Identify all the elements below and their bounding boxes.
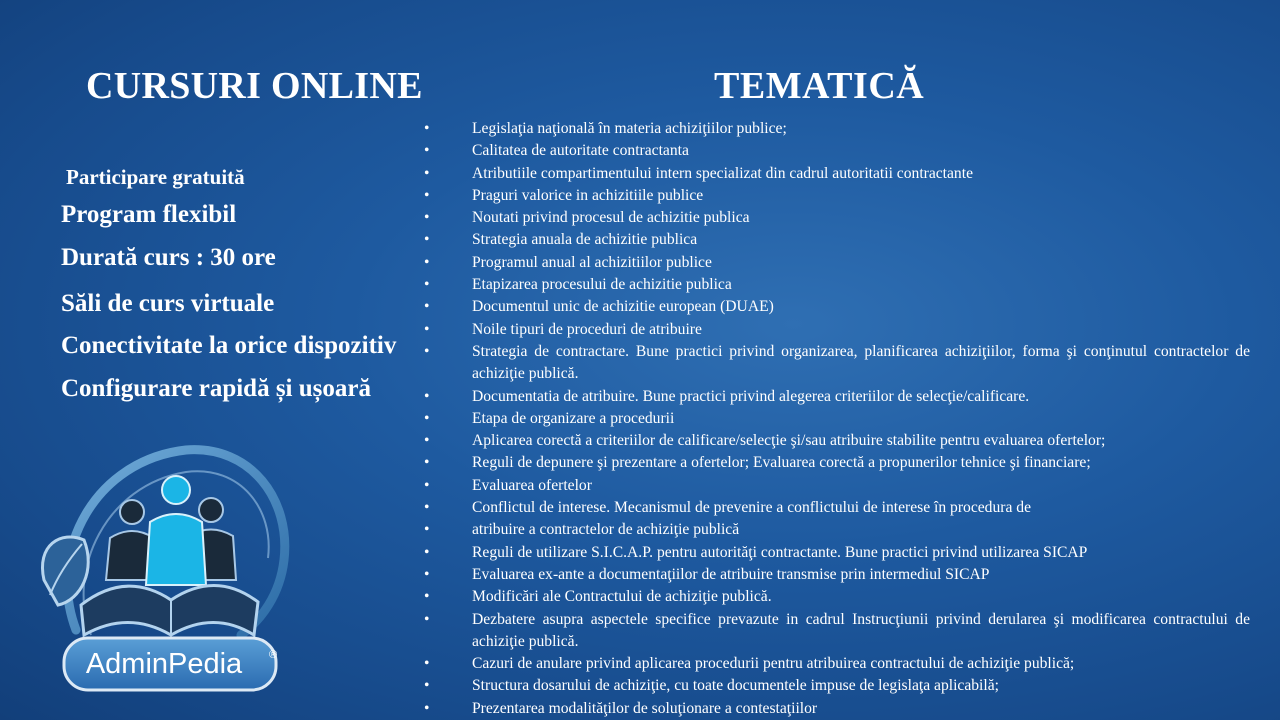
- logo-text: AdminPedia: [85, 648, 243, 680]
- topic-text: atribuire a contractelor de achiziţie publică: [472, 521, 740, 539]
- bullet-icon: •: [424, 231, 430, 249]
- topic-item: [420, 653, 1250, 675]
- topic-text: Documentul unic de achizitie european (DUAE): [472, 298, 774, 316]
- bullet-icon: •: [424, 432, 430, 450]
- topic-text: Conflictul de interese. Mecanismul de prevenire a conflictului de interese în procedura de: [472, 499, 1031, 517]
- topic-text: Documentatia de atribuire. Bune practici privind alegerea criteriilor de selecţie/calificare.: [472, 387, 1030, 405]
- topic-item: [420, 252, 1250, 274]
- topic-text: Etapizarea procesului de achizitie publica: [472, 276, 732, 294]
- topic-text: Prezentarea modalităţilor de soluţionare a contestaţiilor: [472, 699, 818, 717]
- topic-text: Reguli de utilizare S.I.C.A.P. pentru autorităţi contractante. Bune practici privind utilizarea SICAP: [472, 543, 1088, 561]
- topic-text: Legislaţia naţională în materia achiziţiilor publice;: [472, 120, 787, 137]
- adminpedia-logo-icon: [36, 430, 296, 700]
- topic-item: [420, 519, 1250, 541]
- topic-item: [420, 319, 1250, 341]
- topic-item: [420, 341, 1250, 386]
- feature-item: Configurare rapidă și ușoară: [61, 375, 371, 402]
- bullet-icon: •: [424, 588, 430, 606]
- feature-item: Săli de curs virtuale: [61, 290, 275, 317]
- topic-item: [420, 452, 1250, 474]
- topic-text: Strategia de contractare. Bune practici privind organizarea, planificarea achiziţiilor, forma şi conţinutul contractelor de achiziţie publică.: [472, 342, 1250, 383]
- bullet-icon: •: [424, 655, 430, 673]
- topic-text: Noutati privind procesul de achizitie publica: [472, 209, 750, 227]
- bullet-icon: •: [424, 342, 430, 360]
- left-title: CURSURI ONLINE: [86, 65, 423, 107]
- topic-item: [420, 609, 1250, 654]
- topic-item: [420, 207, 1250, 229]
- topic-item: [420, 675, 1250, 697]
- topic-text: Aplicarea corectă a criteriilor de calificare/selecţie şi/sau atribuire stabilite pentru evaluarea ofertelor;: [472, 432, 1106, 450]
- bullet-icon: •: [424, 320, 430, 338]
- bullet-icon: •: [424, 276, 430, 294]
- bullet-icon: •: [424, 521, 430, 539]
- topic-item: [420, 408, 1250, 430]
- bullet-icon: •: [424, 387, 430, 405]
- bullet-icon: •: [424, 164, 430, 182]
- topic-item: [420, 475, 1250, 497]
- topic-text: Etapa de organizare a procedurii: [472, 409, 675, 427]
- topic-item: [420, 140, 1250, 162]
- topic-text: Strategia anuala de achizitie publica: [472, 231, 698, 249]
- bullet-icon: •: [424, 565, 430, 583]
- topic-text: Praguri valorice in achizitiile publice: [472, 186, 704, 204]
- bullet-icon: •: [424, 186, 430, 204]
- topic-text: Structura dosarului de achiziţie, cu toate documentele impuse de legislaţa aplicabilă;: [472, 677, 999, 695]
- bullet-icon: •: [424, 499, 430, 517]
- topic-item: [420, 698, 1250, 720]
- topic-item: [420, 296, 1250, 318]
- topic-item: [420, 564, 1250, 586]
- topic-item: [420, 497, 1250, 519]
- topic-text: Cazuri de anulare privind aplicarea procedurii pentru atribuirea contractului de achiziţie publică;: [472, 655, 1075, 673]
- topics-list: [420, 118, 1250, 720]
- topic-text: Reguli de depunere şi prezentare a ofertelor; Evaluarea corectă a propunerilor tehnice şi financiare;: [472, 454, 1091, 472]
- topic-item: [420, 586, 1250, 608]
- topic-item: [420, 542, 1250, 564]
- logo-registered-mark: ®: [269, 649, 278, 661]
- topic-text: Calitatea de autoritate contractanta: [472, 142, 689, 160]
- topic-text: Evaluarea ofertelor: [472, 476, 592, 494]
- bullet-icon: •: [424, 476, 430, 494]
- feature-item: Participare gratuită: [66, 165, 245, 189]
- topic-text: Evaluarea ex-ante a documentaţiilor de atribuire transmise prin intermediul SICAP: [472, 565, 990, 583]
- bullet-icon: •: [424, 209, 430, 227]
- bullet-icon: •: [424, 253, 430, 271]
- bullet-icon: •: [424, 454, 430, 472]
- bullet-icon: •: [424, 409, 430, 427]
- bullet-icon: •: [424, 677, 430, 695]
- topic-item: [420, 118, 1250, 140]
- topic-item: [420, 430, 1250, 452]
- topic-item: [420, 274, 1250, 296]
- bullet-icon: •: [424, 610, 430, 628]
- topic-text: Dezbatere asupra aspectele specifice prevazute in cadrul Instrucţiunii privind derularea şi modificarea contractului de achiziţie publică.: [472, 610, 1250, 650]
- right-title: TEMATICĂ: [714, 65, 925, 107]
- topic-item: [420, 229, 1250, 251]
- bullet-icon: •: [424, 142, 430, 160]
- feature-item: Conectivitate la orice dispozitiv: [61, 332, 397, 359]
- topic-text: Atributiile compartimentului intern specializat din cadrul autoritatii contractante: [472, 164, 973, 182]
- bullet-icon: •: [424, 120, 430, 137]
- bullet-icon: •: [424, 543, 430, 561]
- bullet-icon: •: [424, 699, 430, 717]
- feature-item: Durată curs : 30 ore: [61, 244, 276, 271]
- topic-text: Noile tipuri de proceduri de atribuire: [472, 320, 702, 338]
- bullet-icon: •: [424, 298, 430, 316]
- topic-item: [420, 163, 1250, 185]
- topic-text: Modificări ale Contractului de achiziţie publică.: [472, 588, 772, 606]
- topic-text: Programul anual al achizitiilor publice: [472, 253, 712, 271]
- topic-item: [420, 386, 1250, 408]
- feature-item: Program flexibil: [61, 201, 237, 228]
- topic-item: [420, 185, 1250, 207]
